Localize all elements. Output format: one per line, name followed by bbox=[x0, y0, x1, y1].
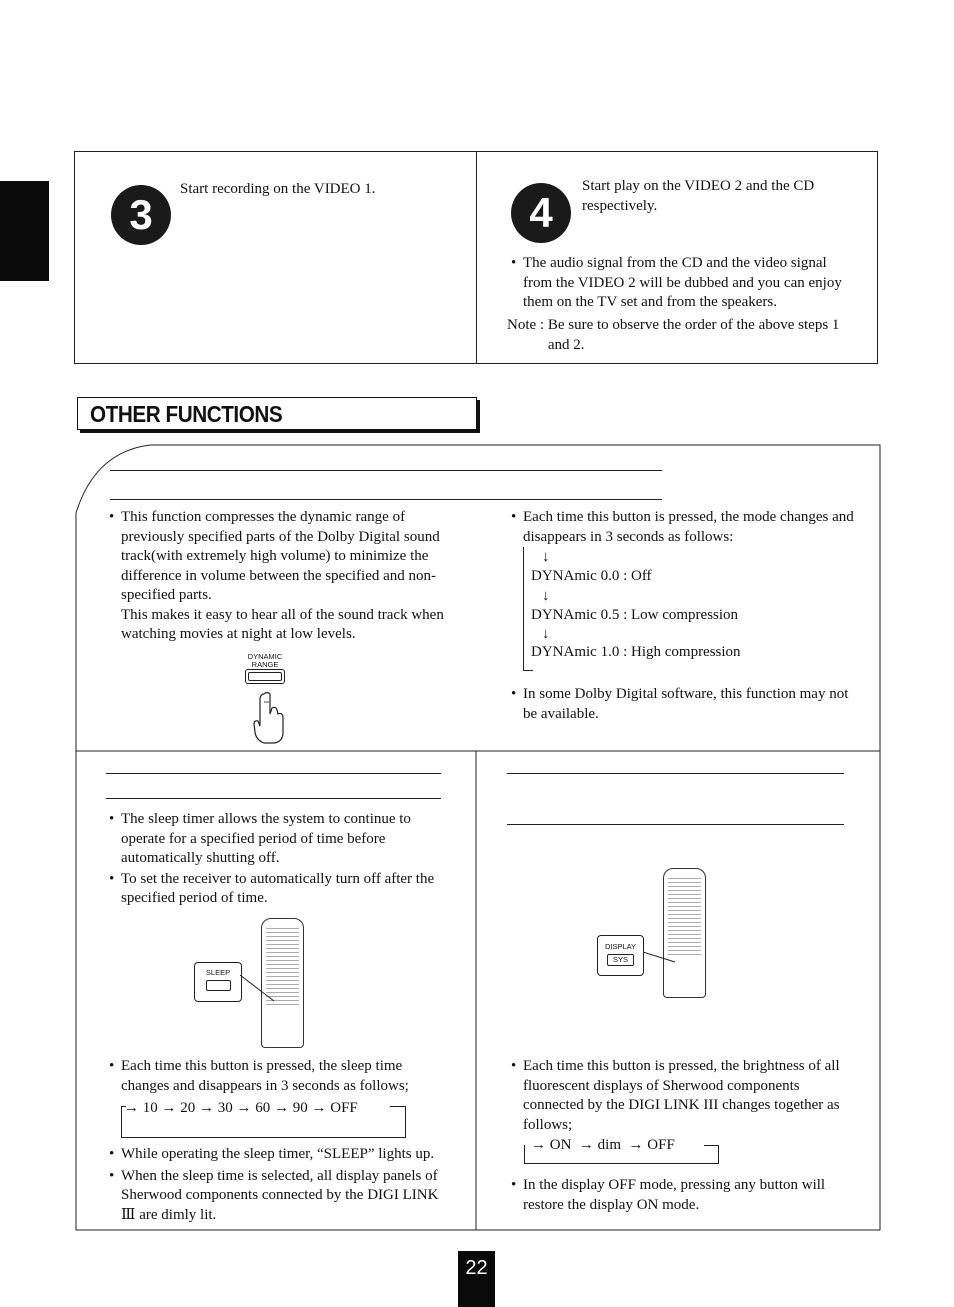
dynamic-right-text: • Each time this button is pressed, the mode changes and disappears in 3 seconds as follows: bbox=[511, 509, 854, 545]
callout-line bbox=[643, 950, 683, 970]
sleep-heading-rule-bottom bbox=[106, 798, 441, 799]
sleep-text-bottom: • While operating the sleep timer, “SLEEP” lights up. • When the sleep time is selected, all display panels of Sherwood components connected by the DIGI LINK Ⅲ are dimly lit. bbox=[109, 1146, 439, 1223]
sleep-option: 20 bbox=[180, 1100, 196, 1116]
sleep-option: OFF bbox=[330, 1100, 358, 1116]
step-3-text: Start recording on the VIDEO 1. bbox=[180, 181, 376, 197]
dynamic-sequence-bottom bbox=[523, 670, 533, 671]
step-4-text: Start play on the VIDEO 2 and the CD respectively. bbox=[582, 178, 815, 214]
page-number: 22 bbox=[458, 1251, 495, 1307]
dynamic-right-note: • In some Dolby Digital software, this function may not be available. bbox=[511, 686, 849, 722]
sleep-sequence bbox=[124, 1099, 358, 1119]
dynamic-mode-0: DYNAmic 0.0 : Off bbox=[531, 568, 652, 584]
arrow-down-icon: ↓ bbox=[542, 549, 550, 565]
sleep-option: 10 bbox=[142, 1100, 158, 1116]
arrow-right-icon: → bbox=[124, 1100, 139, 1116]
display-option: OFF bbox=[647, 1137, 675, 1153]
sleep-heading-rule-top bbox=[106, 773, 441, 774]
arrow-right-icon: → bbox=[274, 1100, 289, 1116]
arrow-right-icon: → bbox=[628, 1137, 644, 1153]
display-text-top: • Each time this button is pressed, the brightness of all fluorescent displays of Sherwood components connected by the DIGI LINK III changes together as follows; bbox=[511, 1058, 840, 1133]
display-heading-rule-top bbox=[507, 773, 844, 774]
dynamic-mode-1: DYNAmic 0.5 : Low compression bbox=[531, 607, 739, 623]
dynamic-heading-rule-bottom bbox=[110, 499, 662, 500]
sleep-text-middle: • Each time this button is pressed, the sleep time changes and disappears in 3 seconds as follows; bbox=[109, 1058, 409, 1094]
display-heading-rule-bottom bbox=[507, 824, 844, 825]
sleep-option: 60 bbox=[255, 1100, 271, 1116]
sleep-button[interactable] bbox=[206, 980, 231, 991]
step-3-number: 3 bbox=[111, 185, 171, 245]
pressing-hand-icon bbox=[250, 690, 290, 746]
arrow-right-icon: → bbox=[578, 1137, 594, 1153]
dynamic-range-button[interactable] bbox=[245, 669, 285, 684]
step-4-number: 4 bbox=[511, 183, 571, 243]
display-option: dim bbox=[597, 1137, 622, 1153]
arrow-right-icon: → bbox=[199, 1100, 214, 1116]
display-sequence-top-right bbox=[704, 1145, 719, 1146]
callout-line bbox=[240, 975, 280, 1005]
sleep-option: 90 bbox=[292, 1100, 308, 1116]
arrow-right-icon: → bbox=[311, 1100, 327, 1116]
sleep-text-top: • The sleep timer allows the system to continue to operate for a specified period of time before automatically shutting off. • To set the receiver to automatically turn off after the specified period of time. bbox=[109, 811, 435, 906]
sleep-option: 30 bbox=[217, 1100, 233, 1116]
dynamic-range-button-label: DYNAMIC RANGE bbox=[247, 652, 283, 669]
sleep-sequence-top-right bbox=[390, 1106, 406, 1107]
step-4-bullet: • The audio signal from the CD and the video signal from the VIDEO 2 will be dubbed and you can enjoy them on the TV set and from the speakers. bbox=[511, 255, 842, 310]
arrow-right-icon: → bbox=[531, 1137, 546, 1153]
section-title: OTHER FUNCTIONS bbox=[90, 401, 283, 427]
arrow-down-icon: ↓ bbox=[542, 588, 550, 604]
display-option: ON bbox=[549, 1137, 572, 1153]
dynamic-mode-2: DYNAmic 1.0 : High compression bbox=[531, 644, 741, 660]
sleep-button-label: SLEEP bbox=[205, 968, 231, 977]
display-sys-button[interactable]: SYS bbox=[607, 954, 634, 966]
display-button-label: DISPLAY bbox=[604, 942, 637, 951]
arrow-down-icon: ↓ bbox=[542, 626, 550, 642]
arrow-right-icon: → bbox=[236, 1100, 252, 1116]
remote-control-image bbox=[663, 868, 706, 998]
display-text-bottom: • In the display OFF mode, pressing any button will restore the display ON mode. bbox=[511, 1177, 826, 1213]
note-label: Note : bbox=[507, 317, 548, 333]
display-sequence bbox=[531, 1136, 675, 1156]
arrow-right-icon: → bbox=[161, 1100, 177, 1116]
note-text: Be sure to observe the order of the above steps 1 and 2. bbox=[547, 317, 840, 353]
dynamic-left-text: • This function compresses the dynamic range of previously specified parts of the Dolby Digital sound track(with extremely high volume) to minimize the difference in volume between the specified and non-specified parts. This makes it easy to hear all of the sound track when watching movies at night at low levels. bbox=[109, 509, 444, 642]
dynamic-heading-rule-top bbox=[110, 470, 662, 471]
